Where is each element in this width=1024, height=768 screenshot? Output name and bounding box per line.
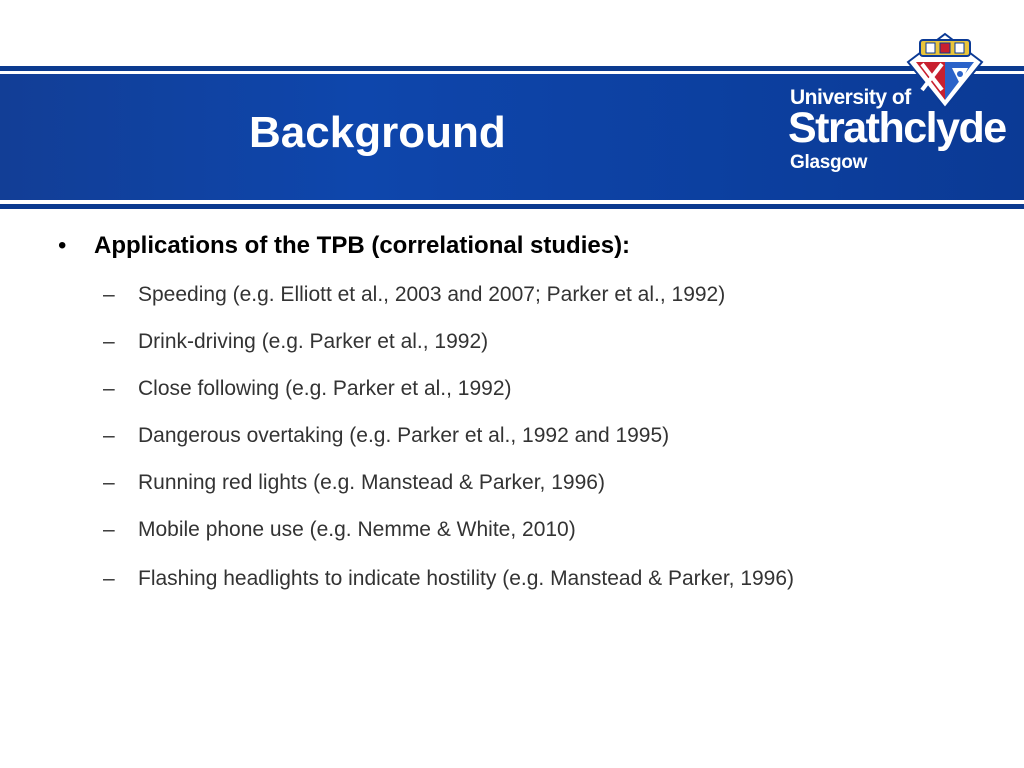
list-item: [103, 421, 794, 468]
main-bullet: [58, 230, 630, 262]
list-item-text: Mobile phone use (e.g. Nemme & White, 2010): [138, 518, 576, 541]
logo-university-of: University of: [790, 86, 911, 109]
university-logo: [780, 32, 1010, 182]
dash-marker: –: [103, 330, 115, 353]
list-item: [103, 564, 794, 611]
header-bottom-rule: [0, 204, 1024, 209]
list-item: [103, 280, 794, 327]
dash-marker: –: [103, 518, 115, 541]
sub-bullet-list: [103, 280, 794, 611]
list-item-text: Speeding (e.g. Elliott et al., 2003 and 2007; Parker et al., 1992): [138, 283, 726, 306]
list-item-text: Close following (e.g. Parker et al., 1992): [138, 377, 512, 400]
logo-strathclyde: Strathclyde: [788, 104, 1006, 152]
list-item-text: Dangerous overtaking (e.g. Parker et al., 1992 and 1995): [138, 424, 670, 447]
crest-icon: [906, 32, 984, 110]
dash-marker: –: [103, 377, 115, 400]
dash-marker: –: [103, 471, 115, 494]
slide-title: Background: [249, 108, 506, 157]
logo-glasgow: Glasgow: [790, 152, 868, 173]
dash-marker: –: [103, 567, 115, 590]
list-item: [103, 468, 794, 515]
list-item-text: Drink-driving (e.g. Parker et al., 1992): [138, 330, 489, 353]
list-item: [103, 515, 794, 562]
bullet-marker: •: [58, 232, 67, 259]
dash-marker: –: [103, 283, 115, 306]
dash-marker: –: [103, 424, 115, 447]
list-item: [103, 327, 794, 374]
list-item-text: Flashing headlights to indicate hostility (e.g. Manstead & Parker, 1996): [138, 567, 795, 590]
main-bullet-text: Applications of the TPB (correlational studies):: [94, 232, 631, 259]
list-item-text: Running red lights (e.g. Manstead & Parker, 1996): [138, 471, 605, 494]
list-item: [103, 374, 794, 421]
